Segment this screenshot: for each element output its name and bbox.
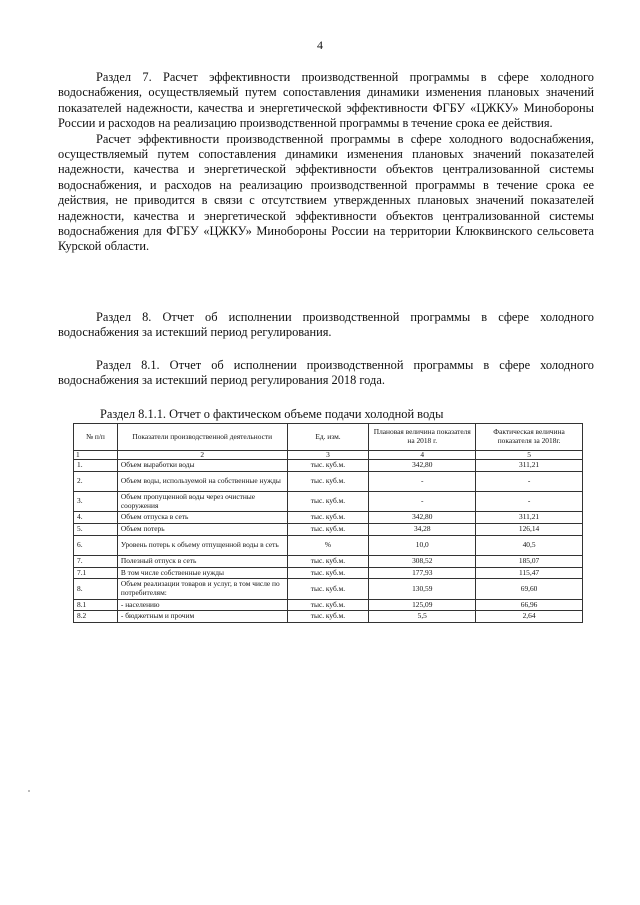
row-indicator-name: - бюджетным и прочим bbox=[117, 611, 287, 623]
row-number: 8.2 bbox=[74, 611, 118, 623]
row-indicator-name: Объем выработки воды bbox=[117, 460, 287, 472]
row-fact-value: 311,21 bbox=[476, 512, 583, 524]
row-plan-value: 10,0 bbox=[369, 536, 476, 556]
row-indicator-name: Уровень потерь к объему отпущенной воды в сеть bbox=[117, 536, 287, 556]
table-row bbox=[74, 536, 583, 556]
column-number: 2 bbox=[117, 451, 287, 460]
section-7 bbox=[58, 70, 594, 255]
row-unit: тыс. куб.м. bbox=[287, 579, 369, 599]
table-caption: Раздел 8.1.1. Отчет о фактическом объеме подачи холодной воды bbox=[100, 407, 444, 421]
row-plan-value: 177,93 bbox=[369, 567, 476, 579]
row-indicator-name: Объем воды, используемой на собственные нужды bbox=[117, 472, 287, 492]
table-row bbox=[74, 512, 583, 524]
row-indicator-name: В том числе собственные нужды bbox=[117, 567, 287, 579]
row-plan-value: 5,5 bbox=[369, 611, 476, 623]
page-number: 4 bbox=[317, 38, 323, 52]
table-row bbox=[74, 460, 583, 472]
table-row bbox=[74, 567, 583, 579]
row-number: 5. bbox=[74, 524, 118, 536]
header-cell: № п/п bbox=[74, 424, 118, 451]
section-8-title: Раздел 8. Отчет об исполнении производственной программы в сфере холодного водоснабжения за истекший период регулирования. bbox=[58, 310, 594, 340]
table-header-row bbox=[74, 424, 583, 451]
row-number: 1. bbox=[74, 460, 118, 472]
row-indicator-name: - населению bbox=[117, 599, 287, 611]
section-7-body: Расчет эффективности производственной программы в сфере холодного водоснабжения, осуществляемый путем сопоставления динамики изменения плановых значений показателей надежности, качества и энергетической эффективности объектов централизованной системы водоснабжения, и расходов на реализацию производственной программы в течение срока ее действия, не приводится в связи с отсутствием утвержденных плановых значений показателей надежности, качества и энергетической эффективности объектов централизованной системы водоснабжения для ФГБУ «ЦЖКУ» Минобороны России на территории Клюквинского сельсовета Курской области. bbox=[58, 131, 594, 254]
row-plan-value: 34,28 bbox=[369, 524, 476, 536]
row-fact-value: 185,07 bbox=[476, 556, 583, 568]
row-unit: тыс. куб.м. bbox=[287, 611, 369, 623]
row-fact-value: - bbox=[476, 472, 583, 492]
header-cell: Фактическая величина показателя за 2018г. bbox=[476, 424, 583, 451]
row-plan-value: - bbox=[369, 472, 476, 492]
row-number: 8. bbox=[74, 579, 118, 599]
row-plan-value: 125,09 bbox=[369, 599, 476, 611]
row-unit: тыс. куб.м. bbox=[287, 512, 369, 524]
row-plan-value: 342,80 bbox=[369, 512, 476, 524]
row-number: 6. bbox=[74, 536, 118, 556]
row-indicator-name: Объем отпуска в сеть bbox=[117, 512, 287, 524]
column-number: 3 bbox=[287, 451, 369, 460]
row-unit: тыс. куб.м. bbox=[287, 492, 369, 512]
header-cell: Показатели производственной деятельности bbox=[117, 424, 287, 451]
table-row bbox=[74, 524, 583, 536]
header-cell: Плановая величина показателя на 2018 г. bbox=[369, 424, 476, 451]
row-fact-value: 40,5 bbox=[476, 536, 583, 556]
table-row bbox=[74, 611, 583, 623]
section-8 bbox=[58, 310, 594, 341]
row-fact-value: 126,14 bbox=[476, 524, 583, 536]
column-number-row bbox=[74, 451, 583, 460]
row-unit: тыс. куб.м. bbox=[287, 460, 369, 472]
column-number: 1 bbox=[74, 451, 118, 460]
row-unit: тыс. куб.м. bbox=[287, 524, 369, 536]
table-row bbox=[74, 492, 583, 512]
row-unit: тыс. куб.м. bbox=[287, 599, 369, 611]
row-unit: тыс. куб.м. bbox=[287, 472, 369, 492]
scan-speck bbox=[28, 790, 30, 792]
row-plan-value: 130,59 bbox=[369, 579, 476, 599]
row-fact-value: 115,47 bbox=[476, 567, 583, 579]
column-number: 4 bbox=[369, 451, 476, 460]
row-number: 8.1 bbox=[74, 599, 118, 611]
row-fact-value: 69,60 bbox=[476, 579, 583, 599]
row-number: 7. bbox=[74, 556, 118, 568]
row-unit: % bbox=[287, 536, 369, 556]
row-number: 4. bbox=[74, 512, 118, 524]
row-number: 3. bbox=[74, 492, 118, 512]
row-unit: тыс. куб.м. bbox=[287, 556, 369, 568]
header-cell: Ед. изм. bbox=[287, 424, 369, 451]
row-indicator-name: Объем реализации товаров и услуг, в том числе по потребителям: bbox=[117, 579, 287, 599]
row-indicator-name: Объем пропущенной воды через очистные сооружения bbox=[117, 492, 287, 512]
section-8-1-title: Раздел 8.1. Отчет об исполнении производственной программы в сфере холодного водоснабжения за истекший период регулирования 2018 года. bbox=[58, 358, 594, 388]
table-row bbox=[74, 472, 583, 492]
table-row bbox=[74, 556, 583, 568]
column-number: 5 bbox=[476, 451, 583, 460]
row-number: 2. bbox=[74, 472, 118, 492]
section-7-title: Раздел 7. Расчет эффективности производственной программы в сфере холодного водоснабжения, осуществляемый путем сопоставления динамики изменения плановых значений показателей надежности, качества и энергетической эффективности ФГБУ «ЦЖКУ» Минобороны России и расходов на реализацию производственной программы в течение срока ее действия. bbox=[58, 70, 594, 131]
row-plan-value: 308,52 bbox=[369, 556, 476, 568]
water-supply-table bbox=[73, 423, 583, 623]
table-row bbox=[74, 579, 583, 599]
row-unit: тыс. куб.м. bbox=[287, 567, 369, 579]
row-fact-value: 66,96 bbox=[476, 599, 583, 611]
row-plan-value: 342,80 bbox=[369, 460, 476, 472]
table-row bbox=[74, 599, 583, 611]
row-number: 7.1 bbox=[74, 567, 118, 579]
row-indicator-name: Полезный отпуск в сеть bbox=[117, 556, 287, 568]
row-indicator-name: Объем потерь bbox=[117, 524, 287, 536]
section-8-1 bbox=[58, 358, 594, 389]
row-fact-value: 2,64 bbox=[476, 611, 583, 623]
row-fact-value: - bbox=[476, 492, 583, 512]
row-plan-value: - bbox=[369, 492, 476, 512]
row-fact-value: 311,21 bbox=[476, 460, 583, 472]
